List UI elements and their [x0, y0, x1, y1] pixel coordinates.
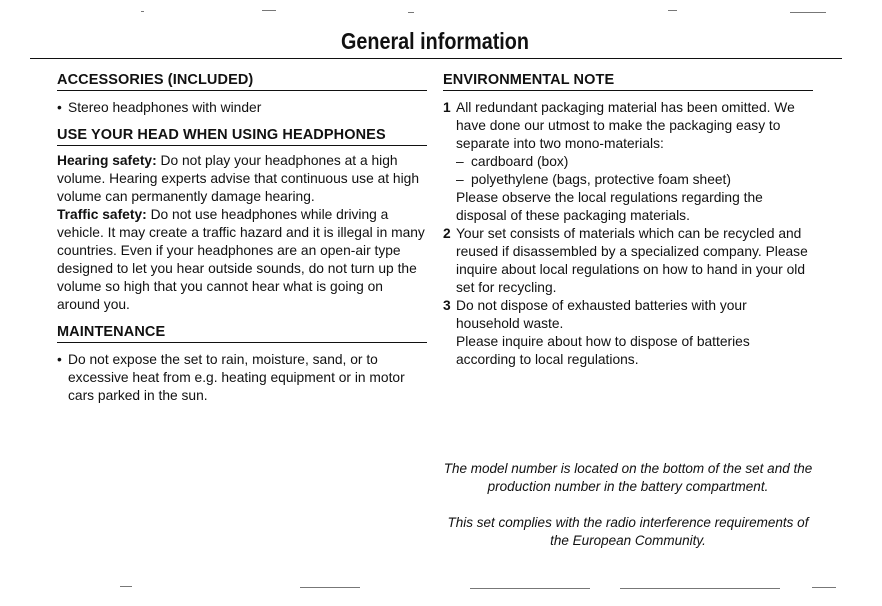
maintenance-item-text: Do not expose the set to rain, moisture, sand, or to excessive heat from e.g. heating equipment or in motor cars parked in the sun. — [68, 352, 405, 403]
headphones-heading: USE YOUR HEAD WHEN USING HEADPHONES — [57, 127, 427, 146]
material-item — [456, 153, 813, 171]
item-1-after: Please observe the local regulations regarding the disposal of these packaging materials. — [456, 190, 763, 223]
scan-speck — [812, 587, 836, 588]
item-number: 1 — [443, 100, 451, 115]
maintenance-item — [57, 351, 427, 405]
environment-heading: ENVIRONMENTAL NOTE — [443, 72, 813, 91]
item-3-after: Please inquire about how to dispose of batteries according to local regulations. — [456, 334, 750, 367]
scan-speck — [141, 11, 144, 12]
scan-speck — [620, 588, 780, 589]
hearing-safety-text: Do not play your headphones at a high volume. Hearing experts advise that continuous use at high volume can permanently damage hearing. — [57, 153, 419, 204]
dash-icon: – — [456, 172, 464, 187]
page-title: General information — [341, 28, 529, 54]
bullet-icon: • — [57, 352, 62, 367]
left-column — [57, 72, 427, 405]
traffic-safety-label: Traffic safety: — [57, 207, 147, 222]
title-rule — [30, 58, 842, 59]
material-item — [456, 171, 813, 189]
item-2-text: Your set consists of materials which can be recycled and reused if disassembled by a specialized company. Please inquire about local regulations on how to hand in your old set for recycling. — [456, 226, 808, 295]
accessory-item — [57, 99, 427, 117]
scan-speck — [668, 10, 677, 11]
environment-item-2 — [443, 225, 813, 297]
right-column — [443, 72, 813, 369]
scan-speck — [120, 586, 132, 587]
maintenance-heading: MAINTENANCE — [57, 324, 427, 343]
traffic-safety-text: Do not use headphones while driving a vehicle. It may create a traffic hazard and it is illegal in many countries. Even if your headphones are an open-air type designed to let you hear outside sounds, do not turn up the volume so high that you cannot hear what is going on around you. — [57, 207, 425, 312]
item-1-text: All redundant packaging material has been omitted. We have done our utmost to make the packaging easy to separate into two mono-materials: — [456, 100, 795, 151]
environment-item-1 — [443, 99, 813, 225]
item-3-text: Do not dispose of exhausted batteries with your household waste. — [456, 298, 747, 331]
hearing-safety-paragraph — [57, 152, 427, 206]
material-text: cardboard (box) — [471, 154, 569, 169]
dash-icon: – — [456, 154, 464, 169]
traffic-safety-paragraph — [57, 206, 427, 314]
accessory-item-text: Stereo headphones with winder — [68, 100, 262, 115]
scan-speck — [408, 12, 414, 13]
scan-speck — [790, 12, 826, 13]
model-number-note: The model number is located on the bottom of the set and the production number in the battery compartment. — [443, 461, 813, 494]
item-number: 2 — [443, 226, 451, 241]
scan-speck — [470, 588, 590, 589]
compliance-note: This set complies with the radio interference requirements of the European Community. — [447, 515, 809, 548]
hearing-safety-label: Hearing safety: — [57, 153, 157, 168]
environment-item-3 — [443, 297, 813, 369]
accessories-heading: ACCESSORIES (INCLUDED) — [57, 72, 427, 91]
scan-speck — [300, 587, 360, 588]
bullet-icon: • — [57, 100, 62, 115]
material-text: polyethylene (bags, protective foam sheet) — [471, 172, 731, 187]
item-number: 3 — [443, 298, 451, 313]
scan-speck — [262, 10, 276, 11]
